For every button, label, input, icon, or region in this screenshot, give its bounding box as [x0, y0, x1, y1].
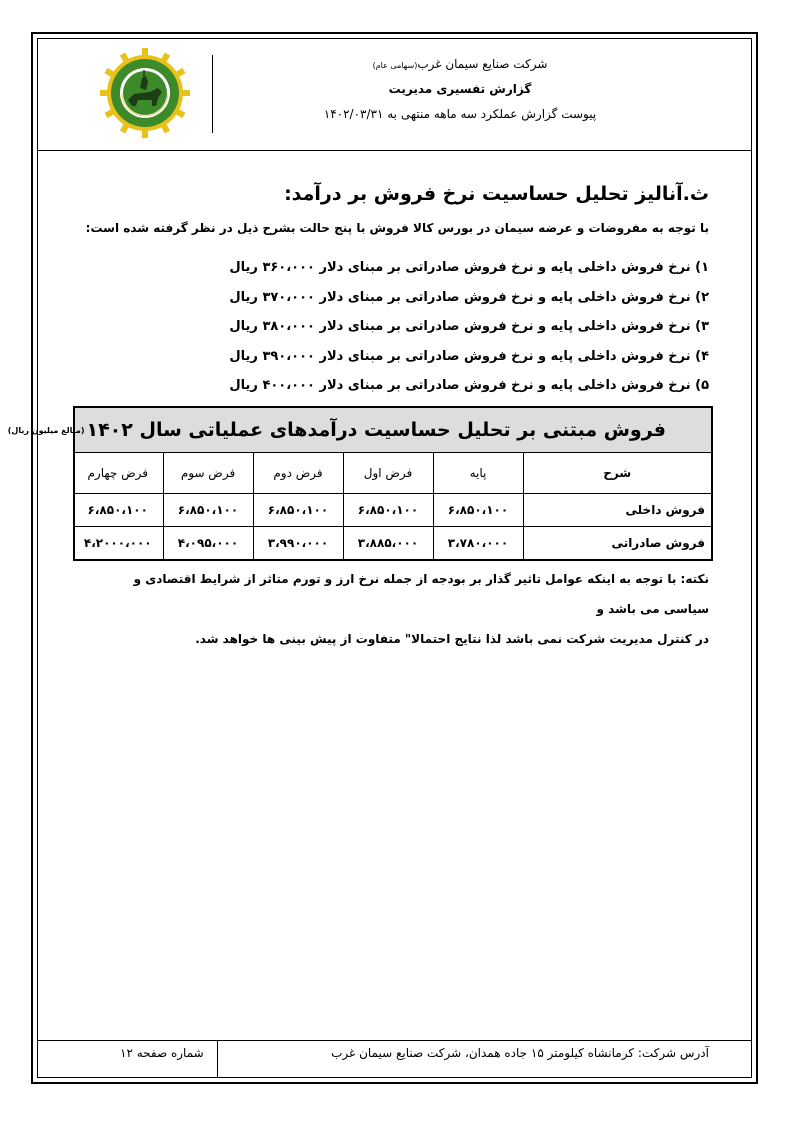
- header-description: شرح: [523, 453, 711, 494]
- table-cell: ۳،۷۸۰،۰۰۰: [433, 527, 523, 560]
- table-header-row: [73, 453, 711, 494]
- row-label: فروش صادراتی: [523, 527, 711, 560]
- table-cell: ۳،۸۸۵،۰۰۰: [343, 527, 433, 560]
- header-assumption-2: فرض دوم: [253, 453, 343, 494]
- note-line-2: در کنترل مدیریت شرکت نمی باشد لذا نتایج احتمالا" متفاوت از پیش بینی ها خواهد شد.: [195, 632, 709, 646]
- header-assumption-3: فرض سوم: [163, 453, 253, 494]
- report-subtitle: پیوست گزارش عملکرد سه ماهه منتهی به ۱۴۰۲/۰۳/۳۱: [323, 107, 597, 121]
- company-name: شرکت صنایع سیمان غرب: [417, 57, 548, 71]
- assumption-item: ۵) نرخ فروش داخلی پایه و نرخ فروش صادراتی بر مبنای دلار ۴۰۰،۰۰۰ ریال: [229, 378, 709, 393]
- assumptions-list: [229, 253, 709, 401]
- table-title-bar: [7, 408, 711, 453]
- header-assumption-4: فرض چهارم: [73, 453, 163, 494]
- assumption-item: ۳) نرخ فروش داخلی پایه و نرخ فروش صادراتی بر مبنای دلار ۳۸۰،۰۰۰ ریال: [229, 319, 709, 334]
- company-address: آدرس شرکت: کرمانشاه کیلومتر ۱۵ جاده همدان، شرکت صنایع سیمان غرب: [331, 1046, 709, 1060]
- sensitivity-table: [7, 406, 713, 561]
- section-title: ث.آنالیز تحلیل حساسیت نرخ فروش بر درآمد:: [284, 183, 709, 205]
- assumption-item: ۲) نرخ فروش داخلی پایه و نرخ فروش صادراتی بر مبنای دلار ۳۷۰،۰۰۰ ریال: [229, 289, 709, 305]
- header-separator: [37, 150, 752, 151]
- table-row: [73, 494, 711, 527]
- assumption-item: ۴) نرخ فروش داخلی پایه و نرخ فروش صادراتی بر مبنای دلار ۳۹۰،۰۰۰ ریال: [229, 348, 709, 364]
- header-base: پایه: [433, 453, 523, 494]
- row-label: فروش داخلی: [523, 494, 711, 527]
- report-title: گزارش تفسیری مدیریت: [388, 82, 532, 96]
- table-cell: ۶،۸۵۰،۱۰۰: [253, 494, 343, 527]
- table-cell: ۶،۸۵۰،۱۰۰: [163, 494, 253, 527]
- footer-separator: [37, 1040, 752, 1041]
- table-cell: ۶،۸۵۰،۱۰۰: [73, 494, 163, 527]
- note-line-1: نکته: با توجه به اینکه عوامل تاثیر گذار بر بودجه از جمله نرخ ارز و تورم متاثر از شرایط اقتصادی و سیاسی می باشد و: [133, 572, 709, 616]
- assumption-item: ۱) نرخ فروش داخلی پایه و نرخ فروش صادراتی بر مبنای دلار ۳۶۰،۰۰۰ ریال: [229, 260, 709, 275]
- footer-divider: [217, 1040, 218, 1078]
- page-number: شماره صفحه ۱۲: [120, 1046, 204, 1060]
- sensitivity-data-table: [73, 453, 711, 559]
- table-row: [73, 527, 711, 560]
- note-paragraph: [89, 564, 709, 654]
- company-logo: [100, 48, 190, 138]
- table-title: فروش مبتنی بر تحلیل حساسیت درآمدهای عملیاتی سال ۱۴۰۲: [86, 419, 666, 441]
- company-type: (سهامی عام): [372, 61, 418, 70]
- table-unit: (مبالغ میلیون ریال): [7, 425, 85, 435]
- table-cell: ۳،۹۹۰،۰۰۰: [253, 527, 343, 560]
- header-assumption-1: فرض اول: [343, 453, 433, 494]
- table-cell: ۴،۰۹۵،۰۰۰: [163, 527, 253, 560]
- table-cell: ۶،۸۵۰،۱۰۰: [343, 494, 433, 527]
- section-intro: با توجه به مفروضات و عرضه سیمان در بورس کالا فروش با پنج حالت بشرح ذیل در نظر گرفته شده است:: [85, 221, 709, 235]
- table-cell: ۴،۲۰۰۰،۰۰۰: [73, 527, 163, 560]
- report-header: [230, 52, 690, 127]
- header-divider: [212, 55, 213, 133]
- company-name-line: [230, 52, 690, 77]
- table-cell: ۶،۸۵۰،۱۰۰: [433, 494, 523, 527]
